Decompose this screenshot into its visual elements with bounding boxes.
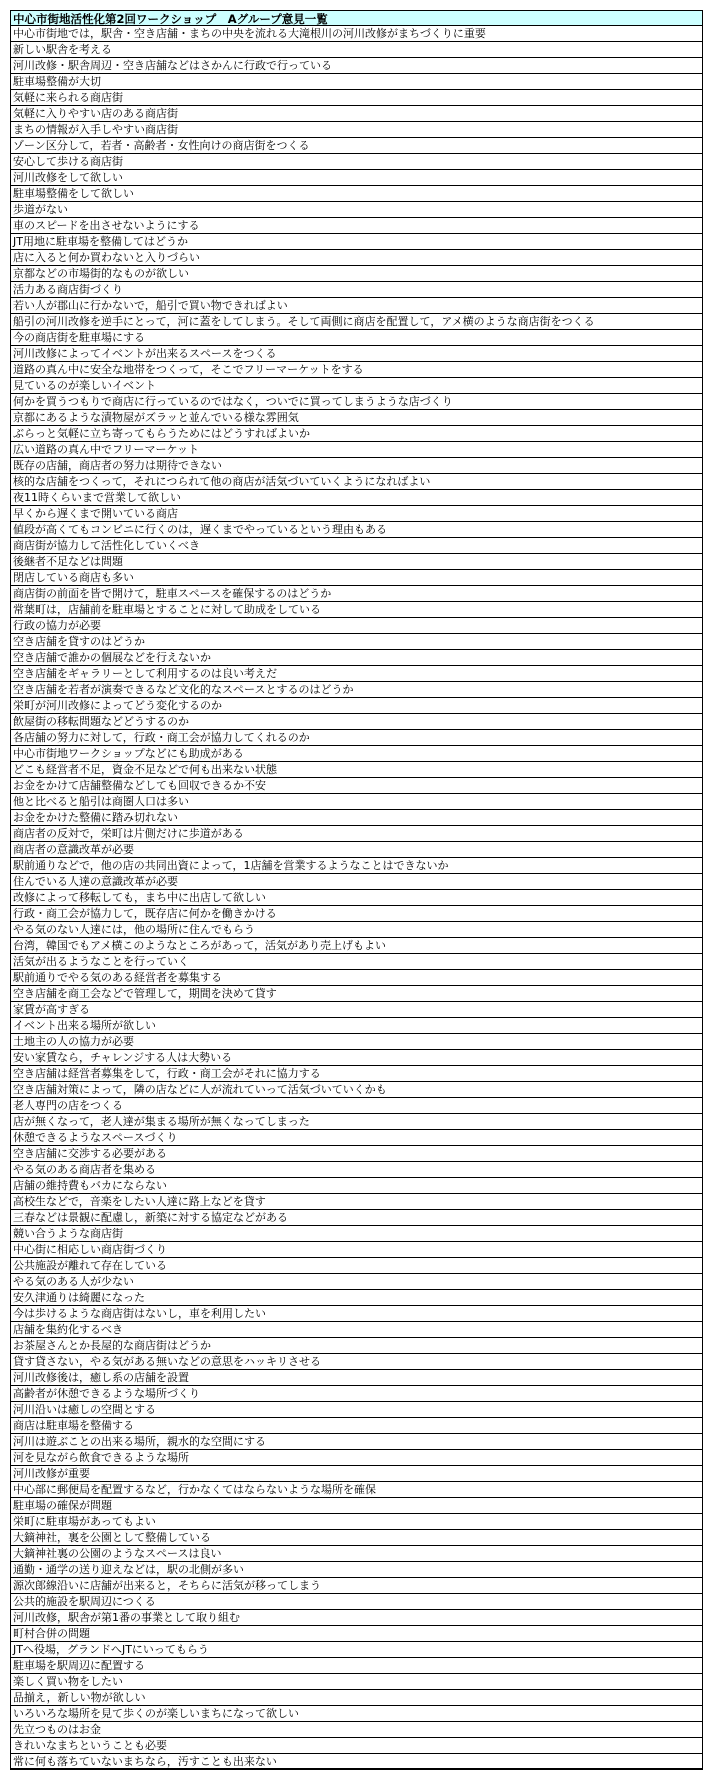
opinion-list — [10, 26, 703, 1770]
opinion-row[interactable]: 老人専門の店をつくる — [11, 1098, 702, 1114]
opinion-row[interactable]: 中心部に郵便局を配置するなど，行かなくてはならないような場所を確保 — [11, 1482, 702, 1498]
opinion-row[interactable]: 船引の河川改修を逆手にとって，河に蓋をしてしまう。そして両側に商店を配置して，アメ横のような商店街をつくる — [11, 314, 702, 330]
opinion-row[interactable]: やる気のない人達には，他の場所に住んでもらう — [11, 922, 702, 938]
opinion-row[interactable]: 休憩できるようなスペースづくり — [11, 1130, 702, 1146]
opinion-row[interactable]: 中心市街地では，駅舎・空き店舗・まちの中央を流れる大滝根川の河川改修がまちづくりに重要 — [11, 26, 702, 42]
opinion-row[interactable]: 値段が高くてもコンビニに行くのは，遅くまでやっているという理由もある — [11, 522, 702, 538]
opinion-row[interactable]: 常葉町は，店舗前を駐車場とすることに対して助成をしている — [11, 602, 702, 618]
opinion-row[interactable]: 三春などは景観に配慮し，新築に対する協定などがある — [11, 1210, 702, 1226]
opinion-row[interactable]: 早くから遅くまで開いている商店 — [11, 506, 702, 522]
opinion-row[interactable]: 広い道路の真ん中でフリーマーケット — [11, 442, 702, 458]
opinion-row[interactable]: 店に入ると何か買わないと入りづらい — [11, 250, 702, 266]
opinion-row[interactable]: 改修によって移転しても，まち中に出店して欲しい — [11, 890, 702, 906]
opinion-row[interactable]: やる気のある商店者を集める — [11, 1162, 702, 1178]
opinion-row[interactable]: どこも経営者不足，資金不足などで何も出来ない状態 — [11, 762, 702, 778]
opinion-row[interactable]: 空き店舗対策によって，隣の店などに人が流れていって活気づいていくかも — [11, 1082, 702, 1098]
opinion-row[interactable]: 見ているのが楽しいイベント — [11, 378, 702, 394]
opinion-row[interactable]: 通勤・通学の送り迎えなどは，駅の北側が多い — [11, 1562, 702, 1578]
opinion-row[interactable]: 住んでいる人達の意識改革が必要 — [11, 874, 702, 890]
opinion-row[interactable]: 競い合うような商店街 — [11, 1226, 702, 1242]
opinion-row[interactable]: 土地主の人の協力が必要 — [11, 1034, 702, 1050]
opinion-row[interactable]: 家賃が高すぎる — [11, 1002, 702, 1018]
opinion-row[interactable]: 河を見ながら飲食できるような場所 — [11, 1450, 702, 1466]
opinion-row[interactable]: 空き店舗に交渉する必要がある — [11, 1146, 702, 1162]
opinion-row[interactable]: 新しい駅舎を考える — [11, 42, 702, 58]
opinion-row[interactable]: 安久津通りは綺麗になった — [11, 1290, 702, 1306]
opinion-row[interactable]: 河川改修，駅舎が第1番の事業として取り組む — [11, 1610, 702, 1626]
opinion-row[interactable]: 河川改修によってイベントが出来るスペースをつくる — [11, 346, 702, 362]
opinion-row[interactable]: 安い家賃なら，チャレンジする人は大勢いる — [11, 1050, 702, 1066]
opinion-row[interactable]: 歩道がない — [11, 202, 702, 218]
opinion-row[interactable]: 商店者の意識改革が必要 — [11, 842, 702, 858]
opinion-row[interactable]: 楽しく買い物をしたい — [11, 1674, 702, 1690]
opinion-row[interactable]: 空き店舗は経営者募集をして，行政・商工会がそれに協力する — [11, 1066, 702, 1082]
opinion-row[interactable]: 空き店舗を若者が演奏できるなど文化的なスペースとするのはどうか — [11, 682, 702, 698]
opinion-row[interactable]: 飲屋街の移転問題などどうするのか — [11, 714, 702, 730]
opinion-row[interactable]: 駐車場の確保が問題 — [11, 1498, 702, 1514]
opinion-row[interactable]: 栄町に駐車場があってもよい — [11, 1514, 702, 1530]
opinion-row[interactable]: 京都にあるような漬物屋がズラッと並んでいる様な雰囲気 — [11, 410, 702, 426]
opinion-row[interactable]: 中心市街地ワークショップなどにも助成がある — [11, 746, 702, 762]
opinion-row[interactable]: 中心街に相応しい商店街づくり — [11, 1242, 702, 1258]
opinion-row[interactable]: 気軽に入りやすい店のある商店街 — [11, 106, 702, 122]
opinion-row[interactable]: やる気のある人が少ない — [11, 1274, 702, 1290]
opinion-row[interactable]: 既存の店舗，商店者の努力は期待できない — [11, 458, 702, 474]
opinion-row[interactable]: 河川改修・駅舎周辺・空き店舗などはさかんに行政で行っている — [11, 58, 702, 74]
opinion-row[interactable]: 河川沿いは癒しの空間とする — [11, 1402, 702, 1418]
opinion-row[interactable]: 店舗を集約化するべき — [11, 1322, 702, 1338]
sheet-title[interactable]: 中心市街地活性化第2回ワークショップ Aグループ意見一覧 — [10, 10, 703, 26]
opinion-row[interactable]: JTへ役場，グランドへJTにいってもらう — [11, 1642, 702, 1658]
opinion-row[interactable]: 行政の協力が必要 — [11, 618, 702, 634]
opinion-row[interactable]: 安心して歩ける商店街 — [11, 154, 702, 170]
opinion-row[interactable]: 空き店舗を商工会などで管理して，期間を決めて貸す — [11, 986, 702, 1002]
opinion-row[interactable]: 店舗の維持費もバカにならない — [11, 1178, 702, 1194]
opinion-row[interactable]: 駅前通りでやる気のある経営者を募集する — [11, 970, 702, 986]
opinion-row[interactable]: いろいろな場所を見て歩くのが楽しいまちになって欲しい — [11, 1706, 702, 1722]
opinion-row[interactable]: お茶屋さんとか長屋的な商店街はどうか — [11, 1338, 702, 1354]
opinion-row[interactable]: 商店街が協力して活性化していくべき — [11, 538, 702, 554]
opinion-row[interactable]: 若い人が郡山に行かないで，船引で買い物できればよい — [11, 298, 702, 314]
opinion-row[interactable]: 貸す貸さない，やる気がある無いなどの意思をハッキリさせる — [11, 1354, 702, 1370]
opinion-row[interactable]: 商店街の前面を皆で開けて，駐車スペースを確保するのはどうか — [11, 586, 702, 602]
opinion-row[interactable]: 河川改修をして欲しい — [11, 170, 702, 186]
opinion-row[interactable]: 商店は駐車場を整備する — [11, 1418, 702, 1434]
opinion-row[interactable]: きれいなまちということも必要 — [11, 1738, 702, 1754]
opinion-row[interactable]: まちの情報が入手しやすい商店街 — [11, 122, 702, 138]
opinion-row[interactable]: 核的な店舗をつくって，それにつられて他の商店が活気づいていくようになればよい — [11, 474, 702, 490]
opinion-row[interactable]: 町村合併の問題 — [11, 1626, 702, 1642]
opinion-row[interactable]: 空き店舗を貸すのはどうか — [11, 634, 702, 650]
opinion-row[interactable]: 各店舗の努力に対して，行政・商工会が協力してくれるのか — [11, 730, 702, 746]
opinion-row[interactable]: 他と比べると船引は商圏人口は多い — [11, 794, 702, 810]
opinion-row[interactable]: 何かを買うつもりで商店に行っているのではなく，ついでに買ってしまうような店づくり — [11, 394, 702, 410]
opinion-row[interactable]: イベント出来る場所が欲しい — [11, 1018, 702, 1034]
opinion-row[interactable]: 道路の真ん中に安全な地帯をつくって，そこでフリーマーケットをする — [11, 362, 702, 378]
opinion-row[interactable]: 京都などの市場街的なものが欲しい — [11, 266, 702, 282]
opinion-row[interactable]: 台湾，韓国でもアメ横このようなところがあって，活気があり売上げもよい — [11, 938, 702, 954]
opinion-row[interactable]: 高齢者が休憩できるような場所づくり — [11, 1386, 702, 1402]
opinion-row[interactable]: 後継者不足などは問題 — [11, 554, 702, 570]
opinion-row[interactable]: 今の商店街を駐車場にする — [11, 330, 702, 346]
opinion-row[interactable]: 栄町が河川改修によってどう変化するのか — [11, 698, 702, 714]
opinion-row[interactable]: JT用地に駐車場を整備してはどうか — [11, 234, 702, 250]
opinion-row[interactable]: 駐車場整備が大切 — [11, 74, 702, 90]
opinion-row[interactable]: 駅前通りなどで，他の店の共同出資によって，1店舗を営業するようなことはできないか — [11, 858, 702, 874]
opinion-row[interactable]: 活力ある商店街づくり — [11, 282, 702, 298]
opinion-row[interactable]: 高校生などで，音楽をしたい人達に路上などを貸す — [11, 1194, 702, 1210]
spreadsheet — [10, 10, 703, 1770]
opinion-row[interactable]: 閉店している商店も多い — [11, 570, 702, 586]
opinion-row[interactable]: お金をかけて店舗整備などしても回収できるか不安 — [11, 778, 702, 794]
opinion-row[interactable]: 源次郎線沿いに店舗が出来ると，そちらに活気が移ってしまう — [11, 1578, 702, 1594]
opinion-row[interactable]: 駐車場を駅周辺に配置する — [11, 1658, 702, 1674]
opinion-row[interactable]: 常に何も落ちていないまちなら，汚すことも出来ない — [11, 1754, 702, 1770]
opinion-row[interactable]: お金をかけた整備に踏み切れない — [11, 810, 702, 826]
opinion-row[interactable]: 今は歩けるような商店街はないし，車を利用したい — [11, 1306, 702, 1322]
opinion-row[interactable]: 公共施設が離れて存在している — [11, 1258, 702, 1274]
opinion-row[interactable]: 空き店舗をギャラリーとして利用するのは良い考えだ — [11, 666, 702, 682]
opinion-row[interactable]: 大鏑神社，裏を公園として整備している — [11, 1530, 702, 1546]
opinion-row[interactable]: 活気が出るようなことを行っていく — [11, 954, 702, 970]
opinion-row[interactable]: ぶらっと気軽に立ち寄ってもらうためにはどうすればよいか — [11, 426, 702, 442]
opinion-row[interactable]: 商店者の反対で，栄町は片側だけに歩道がある — [11, 826, 702, 842]
opinion-row[interactable]: 先立つものはお金 — [11, 1722, 702, 1738]
opinion-row[interactable]: 気軽に来られる商店街 — [11, 90, 702, 106]
opinion-row[interactable]: 駐車場整備をして欲しい — [11, 186, 702, 202]
opinion-row[interactable]: 河川は遊ぶことの出来る場所，親水的な空間にする — [11, 1434, 702, 1450]
opinion-row[interactable]: 公共的施設を駅周辺につくる — [11, 1594, 702, 1610]
opinion-row[interactable]: 河川改修後は，癒し系の店舗を設置 — [11, 1370, 702, 1386]
opinion-row[interactable]: 行政・商工会が協力して，既存店に何かを働きかける — [11, 906, 702, 922]
opinion-row[interactable]: 夜11時くらいまで営業して欲しい — [11, 490, 702, 506]
opinion-row[interactable]: 車のスピードを出させないようにする — [11, 218, 702, 234]
opinion-row[interactable]: 河川改修が重要 — [11, 1466, 702, 1482]
opinion-row[interactable]: 品揃え，新しい物が欲しい — [11, 1690, 702, 1706]
opinion-row[interactable]: ゾーン区分して，若者・高齢者・女性向けの商店街をつくる — [11, 138, 702, 154]
opinion-row[interactable]: 大鏑神社裏の公園のようなスペースは良い — [11, 1546, 702, 1562]
opinion-row[interactable]: 空き店舗で誰かの個展などを行えないか — [11, 650, 702, 666]
opinion-row[interactable]: 店が無くなって，老人達が集まる場所が無くなってしまった — [11, 1114, 702, 1130]
